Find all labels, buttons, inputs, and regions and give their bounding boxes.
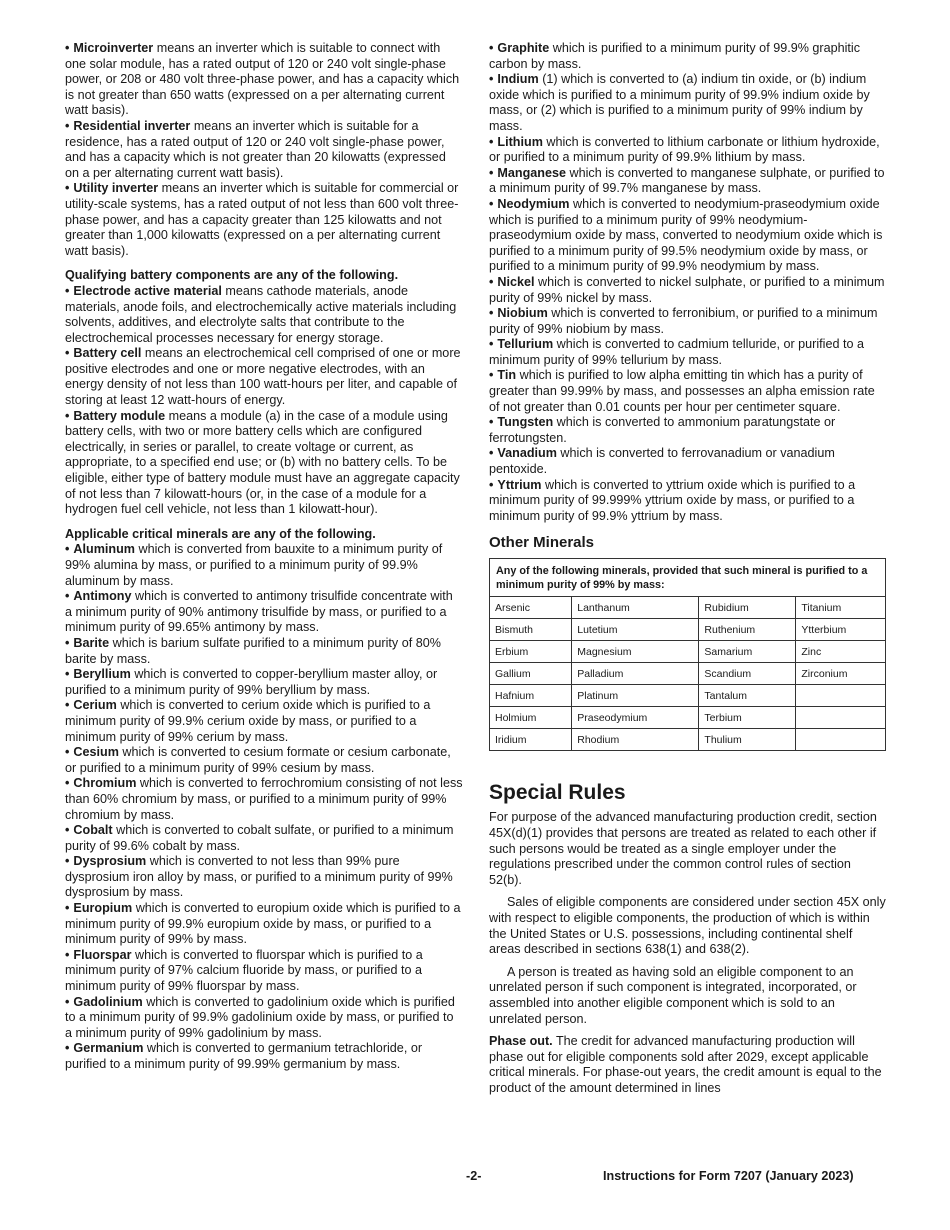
bullet-icon: • bbox=[65, 745, 70, 760]
table-cell: Hafnium bbox=[490, 685, 572, 707]
bullet-icon: • bbox=[489, 274, 494, 289]
bullet-icon: • bbox=[489, 337, 494, 352]
mineral-item bbox=[489, 478, 886, 525]
mineral-term: Vanadium bbox=[497, 446, 557, 461]
inverter-definitions bbox=[65, 41, 463, 259]
definition-text: means an inverter which is suitable for a residence, has a rated output of 120 or 240 volt single-phase power, and has a capacity which is not greater than 20 kilowatts (expressed on a per alternating current watt basis). bbox=[65, 118, 446, 180]
special-rules-paragraph: For purpose of the advanced manufacturing production credit, section 45X(d)(1) provides that persons are treated as related to each other if such persons would be treated as a single employer under the regulations prescribed under the common control rules of section 52(b). bbox=[489, 810, 877, 887]
mineral-item bbox=[489, 368, 886, 415]
mineral-text: which is converted to gadolinium oxide which is purified to a minimum purity of 99.9% gadolinium oxide by mass, or purified to a minimum purity of 99% gadolinium by mass. bbox=[65, 994, 455, 1040]
bullet-icon: • bbox=[65, 118, 70, 133]
definition-item bbox=[65, 119, 463, 181]
definition-text: means a module (a) in the case of a module using battery cells, with two or more battery cells which are configured electrically, in series or parallel, to create voltage or current, as appropriate, to a specified end use; or (b) with no battery cells. To be eligible, either type of battery module must have an aggregate capacity of not less than 7 kilowatt-hours (or, in the case of a module for a hydrogen fuel cell vehicle, not less than 1 kilowatt-hour). bbox=[65, 408, 460, 517]
mineral-item bbox=[65, 589, 463, 636]
table-cell: Scandium bbox=[699, 663, 796, 685]
mineral-item bbox=[489, 166, 886, 197]
mineral-term: Tungsten bbox=[497, 415, 554, 430]
bullet-icon: • bbox=[65, 283, 70, 298]
bullet-icon: • bbox=[489, 306, 494, 321]
bullet-icon: • bbox=[489, 72, 494, 87]
bullet-icon: • bbox=[489, 477, 494, 492]
table-cell: Tantalum bbox=[699, 685, 796, 707]
table-caption: Any of the following minerals, provided that such mineral is purified to a minimum purity of 99% by mass: bbox=[490, 559, 886, 597]
bullet-icon: • bbox=[65, 854, 70, 869]
definition-item bbox=[65, 181, 463, 259]
bullet-icon: • bbox=[65, 901, 70, 916]
table-cell: Holmium bbox=[490, 707, 572, 729]
mineral-term: Fluorspar bbox=[73, 947, 132, 962]
table-row bbox=[490, 663, 886, 685]
definition-text: means cathode materials, anode materials, anode foils, and electrochemically active materials including solvents, additives, and electrolyte salts that contribute to the electrochemical processes necessary for energy storage. bbox=[65, 283, 457, 345]
mineral-term: Graphite bbox=[497, 41, 550, 55]
mineral-item bbox=[489, 306, 886, 337]
definition-term: Battery cell bbox=[73, 346, 142, 361]
bullet-icon: • bbox=[65, 542, 70, 557]
other-minerals-table bbox=[489, 558, 886, 751]
table-row bbox=[490, 619, 886, 641]
table-cell: Rhodium bbox=[572, 729, 699, 751]
table-cell: Ytterbium bbox=[796, 619, 886, 641]
mineral-item bbox=[65, 823, 463, 854]
mineral-text: which is converted to antimony trisulfide concentrate with a minimum purity of 90% antimony trisulfide by mass, or purified to a minimum purity of 99.65% antimony by mass. bbox=[65, 589, 453, 635]
table-cell bbox=[796, 685, 886, 707]
mineral-text: which is converted to cadmium telluride, or purified to a minimum purity of 99% tellurium by mass. bbox=[489, 337, 864, 367]
mineral-term: Dysprosium bbox=[73, 854, 147, 869]
bullet-icon: • bbox=[65, 589, 70, 604]
mineral-term: Tin bbox=[497, 368, 517, 383]
mineral-text: which is purified to low alpha emitting tin which has a purity of greater than 99.99% by mass, and possesses an alpha emission rate of not greater than 0.01 counts per hour per centimeter square. bbox=[489, 368, 875, 414]
mineral-term: Cerium bbox=[73, 698, 117, 713]
definition-item bbox=[65, 41, 463, 119]
table-cell: Platinum bbox=[572, 685, 699, 707]
bullet-icon: • bbox=[65, 823, 70, 838]
mineral-term: Cobalt bbox=[73, 823, 113, 838]
critical-minerals-heading: Applicable critical minerals are any of the following. bbox=[65, 526, 376, 541]
mineral-item bbox=[489, 135, 886, 166]
mineral-text: which is converted to ferronibium, or purified to a minimum purity of 99% niobium by mass. bbox=[489, 306, 878, 336]
bullet-icon: • bbox=[489, 165, 494, 180]
mineral-item bbox=[489, 72, 886, 134]
table-cell: Zirconium bbox=[796, 663, 886, 685]
table-row bbox=[490, 707, 886, 729]
left-column bbox=[65, 41, 463, 1073]
table-cell: Gallium bbox=[490, 663, 572, 685]
mineral-item bbox=[65, 698, 463, 745]
mineral-term: Barite bbox=[73, 635, 110, 650]
mineral-text: which is converted to ferrovanadium or vanadium pentoxide. bbox=[489, 446, 835, 477]
definition-term: Microinverter bbox=[73, 41, 154, 55]
definition-item bbox=[65, 284, 463, 346]
mineral-item bbox=[489, 197, 886, 275]
bullet-icon: • bbox=[65, 994, 70, 1009]
mineral-term: Indium bbox=[497, 72, 539, 87]
bullet-icon: • bbox=[489, 368, 494, 383]
definition-term: Utility inverter bbox=[73, 181, 159, 196]
mineral-term: Niobium bbox=[497, 306, 548, 321]
mineral-item bbox=[65, 995, 463, 1042]
mineral-term: Germanium bbox=[73, 1041, 144, 1056]
table-cell bbox=[796, 707, 886, 729]
mineral-item bbox=[65, 901, 463, 948]
bullet-icon: • bbox=[489, 134, 494, 149]
mineral-term: Cesium bbox=[73, 745, 119, 760]
form-title: Instructions for Form 7207 (January 2023) bbox=[603, 1169, 854, 1183]
battery-definitions bbox=[65, 284, 463, 518]
table-cell: Magnesium bbox=[572, 641, 699, 663]
mineral-text: (1) which is converted to (a) indium tin oxide, or (b) indium oxide which is purified to a minimum purity of 99.9% indium oxide by mass, or (2) which is purified to a minimum purity of 99% indium by mass. bbox=[489, 72, 870, 133]
mineral-term: Chromium bbox=[73, 776, 137, 791]
bullet-icon: • bbox=[65, 408, 70, 423]
definition-text: means an inverter which is suitable to connect with one solar module, has a rated output of 120 or 240 volt single-phase power, or 208 or 480 volt three-phase power, and has a capacity which is not greater than 650 watts (expressed on a per alternating current watt basis). bbox=[65, 41, 460, 118]
mineral-item bbox=[65, 948, 463, 995]
table-cell bbox=[796, 729, 886, 751]
table-caption-row bbox=[490, 559, 886, 597]
mineral-term: Neodymium bbox=[497, 196, 570, 211]
phase-out-label: Phase out. bbox=[489, 1034, 553, 1049]
definition-term: Residential inverter bbox=[73, 118, 191, 133]
mineral-text: which is converted to cobalt sulfate, or purified to a minimum purity of 99.6% cobalt by mass. bbox=[65, 823, 454, 853]
bullet-icon: • bbox=[65, 41, 70, 55]
bullet-icon: • bbox=[65, 947, 70, 962]
mineral-text: which is converted to nickel sulphate, or purified to a minimum purity of 99% nickel by mass. bbox=[489, 274, 885, 305]
table-cell: Arsenic bbox=[490, 597, 572, 619]
bullet-icon: • bbox=[65, 667, 70, 682]
mineral-text: which is converted to not less than 99% pure dysprosium iron alloy by mass, or purified to a minimum purity of 99% dysprosium by mass. bbox=[65, 854, 453, 900]
bullet-icon: • bbox=[65, 776, 70, 791]
definition-term: Battery module bbox=[73, 408, 166, 423]
table-cell: Praseodymium bbox=[572, 707, 699, 729]
other-minerals-heading: Other Minerals bbox=[489, 534, 595, 552]
mineral-text: which is converted to manganese sulphate, or purified to a minimum purity of 99.7% manganese by mass. bbox=[489, 165, 885, 196]
mineral-item bbox=[65, 636, 463, 667]
bullet-icon: • bbox=[65, 635, 70, 650]
special-rules-paragraph: A person is treated as having sold an eligible component to an unrelated person if such component is integrated, incorporated, or assembled into another eligible component which is sold to an unrelated person. bbox=[489, 964, 857, 1026]
mineral-term: Aluminum bbox=[73, 542, 135, 557]
mineral-term: Gadolinium bbox=[73, 994, 143, 1009]
mineral-term: Europium bbox=[73, 901, 133, 916]
bullet-icon: • bbox=[65, 181, 70, 196]
table-row bbox=[490, 597, 886, 619]
bullet-icon: • bbox=[65, 698, 70, 713]
table-cell: Samarium bbox=[699, 641, 796, 663]
table-cell: Erbium bbox=[490, 641, 572, 663]
table-cell: Lutetium bbox=[572, 619, 699, 641]
phase-out-paragraph bbox=[489, 1034, 886, 1096]
table-cell: Terbium bbox=[699, 707, 796, 729]
mineral-term: Tellurium bbox=[497, 337, 554, 352]
table-cell: Rubidium bbox=[699, 597, 796, 619]
mineral-text: which is converted to yttrium oxide which is purified to a minimum purity of 99.999% yttrium oxide by mass, or purified to a minimum purity of 99.9% yttrium by mass. bbox=[489, 477, 856, 523]
special-rules-paragraph: Sales of eligible components are considered under section 45X only with respect to eligible components, the production of which is within the United States or U.S. possessions, including continental shelf areas described in sections 638(1) and 638(2). bbox=[489, 895, 886, 957]
bullet-icon: • bbox=[489, 41, 494, 55]
phase-out-text: The credit for advanced manufacturing production will phase out for eligible components sold after 2029, except applicable critical minerals. For phase-out years, the credit amount is equal to the product of the amount determined in lines bbox=[489, 1034, 882, 1095]
definition-item bbox=[65, 409, 463, 518]
special-rules-heading: Special Rules bbox=[489, 781, 626, 805]
definition-text: means an inverter which is suitable for commercial or utility-scale systems, has a rated output of not less than 600 volt three-phase power, and has a capacity greater than 125 kilowatts and not greater than 1,000 kilowatts (expressed on a per alternating current watt basis). bbox=[65, 181, 459, 258]
mineral-text: which is converted to cerium oxide which is purified to a minimum purity of 99.9% cerium oxide by mass, or purified to a minimum purity of 99% cerium by mass. bbox=[65, 698, 431, 744]
mineral-item bbox=[489, 275, 886, 306]
mineral-item bbox=[489, 337, 886, 368]
mineral-text: which is converted from bauxite to a minimum purity of 99% alumina by mass, or purified to a minimum purity of 99.9% aluminum by mass. bbox=[65, 542, 443, 588]
mineral-text: which is converted to germanium tetrachloride, or purified to a minimum purity of 99.99% germanium by mass. bbox=[65, 1041, 423, 1071]
mineral-text: which is converted to ammonium paratungstate or ferrotungsten. bbox=[489, 415, 836, 445]
table-cell: Bismuth bbox=[490, 619, 572, 641]
mineral-item bbox=[65, 745, 463, 776]
definition-item bbox=[65, 346, 463, 408]
table-cell: Lanthanum bbox=[572, 597, 699, 619]
mineral-item bbox=[489, 415, 886, 446]
table-cell: Zinc bbox=[796, 641, 886, 663]
table-cell: Iridium bbox=[490, 729, 572, 751]
mineral-term: Antimony bbox=[73, 589, 132, 604]
mineral-term: Manganese bbox=[497, 165, 567, 180]
mineral-term: Nickel bbox=[497, 274, 535, 289]
table-row bbox=[490, 685, 886, 707]
bullet-icon: • bbox=[489, 196, 494, 211]
mineral-term: Lithium bbox=[497, 134, 543, 149]
mineral-item bbox=[65, 776, 463, 823]
mineral-text: which is converted to cesium formate or cesium carbonate, or purified to a minimum purity of 99% cesium by mass. bbox=[65, 745, 451, 775]
definition-text: means an electrochemical cell comprised of one or more positive electrodes and one or more negative electrodes, with an energy density of not less than 100 watt-hours per liter, and capable of storing at least 12 watt-hours of energy. bbox=[65, 346, 461, 408]
bullet-icon: • bbox=[65, 346, 70, 361]
mineral-text: which is purified to a minimum purity of 99.9% graphitic carbon by mass. bbox=[489, 41, 860, 71]
table-body bbox=[490, 597, 886, 751]
mineral-term: Beryllium bbox=[73, 667, 131, 682]
table-cell: Palladium bbox=[572, 663, 699, 685]
definition-term: Electrode active material bbox=[73, 283, 222, 298]
battery-components-heading: Qualifying battery components are any of the following. bbox=[65, 268, 399, 283]
critical-minerals-list-right bbox=[489, 41, 886, 524]
mineral-item bbox=[65, 854, 463, 901]
mineral-item bbox=[65, 542, 463, 589]
table-cell: Ruthenium bbox=[699, 619, 796, 641]
mineral-text: which is converted to neodymium-praseodymium oxide which is purified to a minimum purity of 99% neodymium-praseodymium oxide by mass, converted to neodymium oxide which is purified to a minimum purity of 99.5% neodymium oxide by mass, or purified to a minimum purity of 99.9% neodymium by mass. bbox=[489, 196, 883, 274]
bullet-icon: • bbox=[489, 446, 494, 461]
mineral-item bbox=[65, 1041, 463, 1072]
mineral-item bbox=[489, 41, 886, 72]
bullet-icon: • bbox=[65, 1041, 70, 1056]
table-row bbox=[490, 729, 886, 751]
right-column bbox=[489, 41, 886, 1097]
critical-minerals-list-left bbox=[65, 542, 463, 1072]
bullet-icon: • bbox=[489, 415, 494, 430]
mineral-text: which is barium sulfate purified to a minimum purity of 80% barite by mass. bbox=[65, 635, 441, 666]
table-cell: Thulium bbox=[699, 729, 796, 751]
mineral-text: which is converted to ferrochromium consisting of not less than 60% chromium by mass, or purified to a minimum purity of 99% chromium by mass. bbox=[65, 776, 463, 822]
table-row bbox=[490, 641, 886, 663]
mineral-text: which is converted to copper-beryllium master alloy, or purified to a minimum purity of 99% beryllium by mass. bbox=[65, 667, 438, 697]
mineral-item bbox=[65, 667, 463, 698]
mineral-text: which is converted to europium oxide which is purified to a minimum purity of 99.9% europium oxide by mass, or purified to a minimum purity of 99% by mass. bbox=[65, 901, 461, 947]
table-cell: Titanium bbox=[796, 597, 886, 619]
mineral-item bbox=[489, 446, 886, 477]
page-number: -2- bbox=[466, 1169, 482, 1183]
mineral-text: which is converted to fluorspar which is purified to a minimum purity of 97% calcium fluoride by mass, or purified to a minimum purity of 99% fluorspar by mass. bbox=[65, 947, 423, 994]
mineral-term: Yttrium bbox=[497, 477, 542, 492]
mineral-text: which is converted to lithium carbonate or lithium hydroxide, or purified to a minimum purity of 99.9% lithium by mass. bbox=[489, 134, 880, 165]
